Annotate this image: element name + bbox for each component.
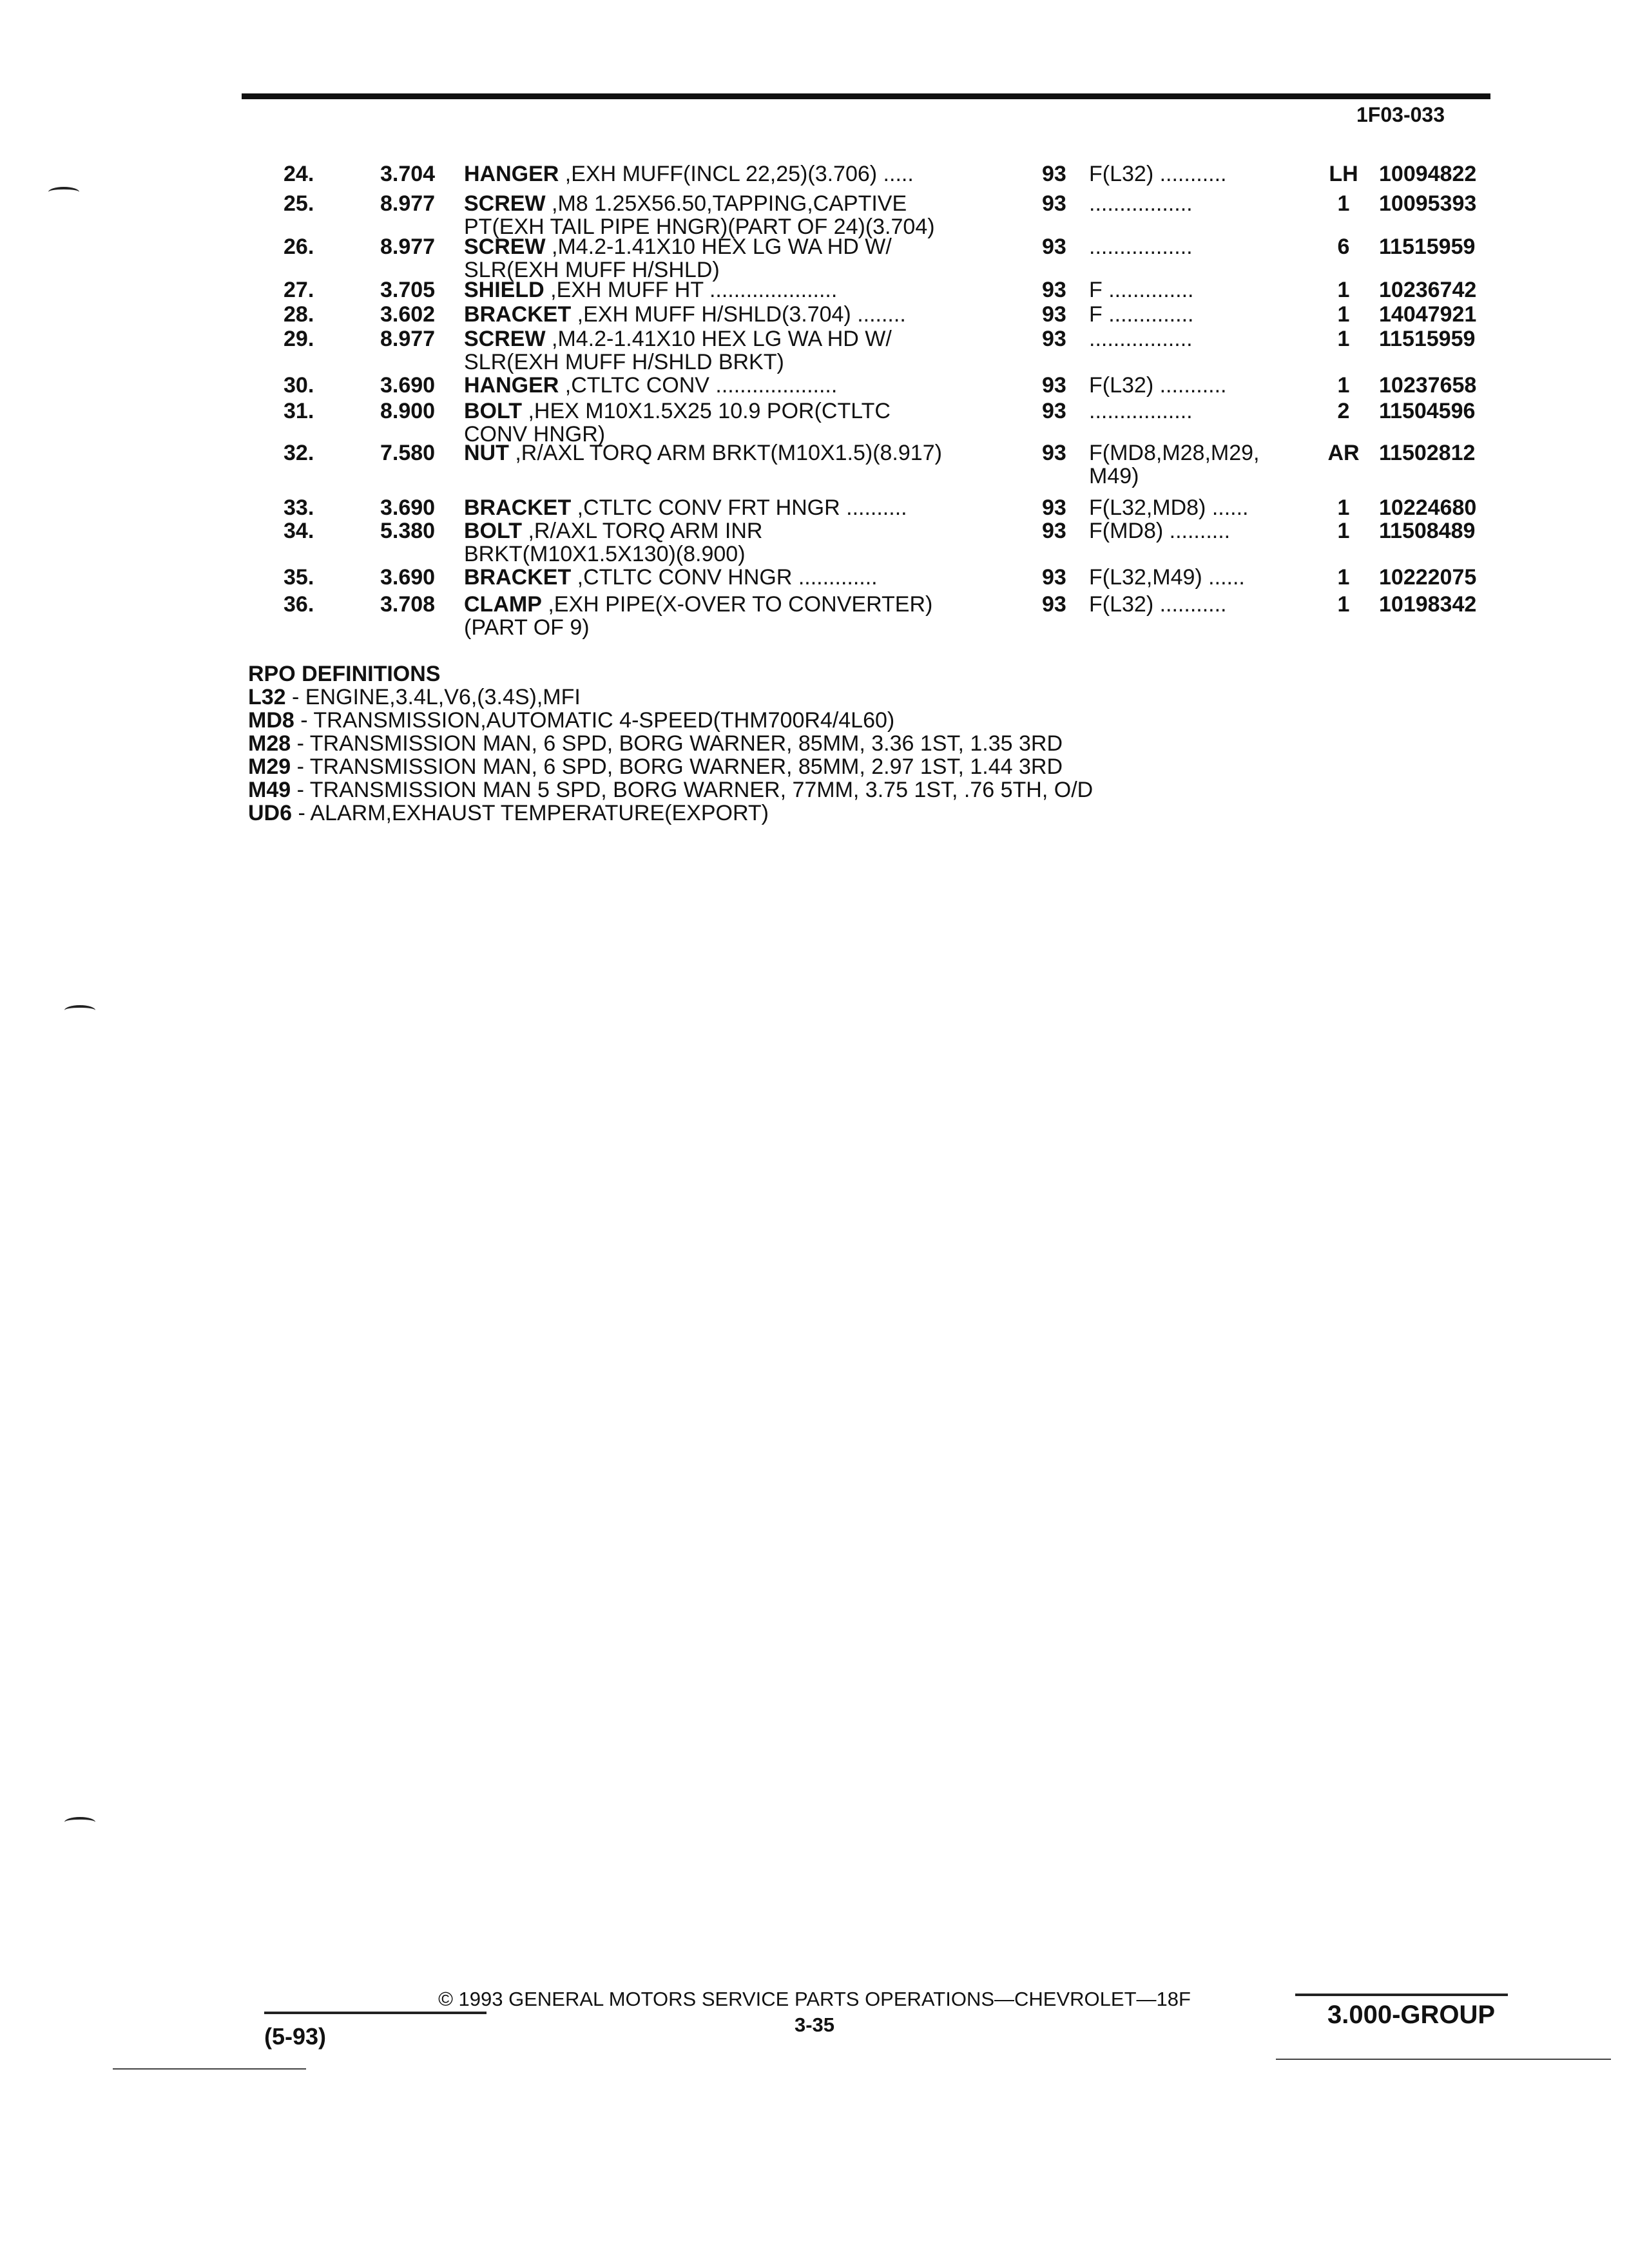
- part-name: BOLT: [464, 399, 523, 423]
- rpo-item: [248, 709, 1093, 732]
- part-group-number: 3.602: [380, 302, 436, 327]
- part-row: [0, 399, 1629, 447]
- page-code: 1F03-033: [1356, 103, 1445, 126]
- part-desc-continuation: SLR(EXH MUFF H/SHLD BRKT): [464, 350, 784, 374]
- part-year: 93: [1042, 373, 1066, 398]
- part-description: [464, 192, 1012, 238]
- part-name: BOLT: [464, 519, 523, 543]
- part-row: [0, 592, 1629, 640]
- part-name: CLAMP: [464, 592, 542, 617]
- part-desc-text: ,M4.2-1.41X10 HEX LG WA HD W/: [545, 327, 892, 351]
- part-index: 30.: [284, 373, 314, 398]
- part-desc-text: ,CTLTC CONV FRT HNGR ..........: [571, 495, 907, 520]
- footer-copyright: © 1993 GENERAL MOTORS SERVICE PARTS OPERATIONS—CHEVROLET—18F: [438, 1988, 1191, 2010]
- part-description: [464, 519, 1012, 566]
- part-desc-text: ,R/AXL TORQ ARM BRKT(M10X1.5)(8.917): [508, 441, 942, 465]
- part-desc-continuation: CONV HNGR): [464, 422, 606, 447]
- part-index: 24.: [284, 162, 314, 186]
- part-model-text: F ..............: [1089, 302, 1194, 327]
- part-model: [1089, 399, 1193, 423]
- part-row: [0, 519, 1629, 566]
- part-desc-text: ,R/AXL TORQ ARM INR: [522, 519, 763, 543]
- rpo-code: M28: [248, 731, 291, 756]
- rpo-item: [248, 755, 1093, 778]
- part-row: [0, 327, 1629, 374]
- part-number: 10236742: [1379, 278, 1477, 302]
- part-year: 93: [1042, 278, 1066, 302]
- part-desc-text: ,EXH MUFF HT .....................: [544, 278, 838, 302]
- part-model: [1089, 593, 1227, 616]
- rpo-heading: RPO DEFINITIONS: [248, 662, 441, 686]
- part-description: [464, 235, 1012, 282]
- part-group-number: 7.580: [380, 441, 436, 465]
- part-model: [1089, 278, 1193, 302]
- part-desc-text: ,EXH MUFF H/SHLD(3.704) ........: [571, 302, 906, 327]
- part-desc-continuation: BRKT(M10X1.5X130)(8.900): [464, 542, 746, 566]
- part-row: [0, 162, 1629, 188]
- part-model: [1089, 327, 1193, 351]
- part-number: 11502812: [1379, 441, 1476, 465]
- binder-hole-mark: [48, 187, 79, 197]
- parts-list: [0, 0, 1629, 677]
- part-name: BRACKET: [464, 495, 572, 520]
- part-year: 93: [1042, 235, 1066, 259]
- part-description: [464, 303, 1012, 326]
- part-model-text: F ..............: [1089, 278, 1194, 302]
- part-quantity: 1: [1337, 373, 1350, 398]
- scan-artifact-line: [1276, 2059, 1611, 2060]
- part-index: 34.: [284, 519, 314, 543]
- part-description: [464, 566, 1012, 589]
- part-group-number: 8.977: [380, 235, 436, 259]
- binder-hole-mark: [64, 1005, 95, 1015]
- rpo-text: - ALARM,EXHAUST TEMPERATURE(EXPORT): [292, 801, 769, 825]
- scan-artifact-line: [113, 2068, 306, 2070]
- part-model-text: F(L32,M49) ......: [1089, 565, 1245, 590]
- part-row: [0, 374, 1629, 399]
- footer-page-number: 3-35: [794, 2013, 835, 2036]
- part-model-text: F(MD8) ..........: [1089, 519, 1231, 543]
- part-desc-text: ,M8 1.25X56.50,TAPPING,CAPTIVE: [545, 191, 907, 216]
- rpo-code: L32: [248, 685, 286, 709]
- part-quantity: 1: [1337, 519, 1350, 543]
- part-desc-text: ,EXH PIPE(X-OVER TO CONVERTER): [541, 592, 933, 617]
- part-row: [0, 191, 1629, 239]
- part-index: 27.: [284, 278, 314, 302]
- part-model: [1089, 566, 1245, 589]
- rpo-code: MD8: [248, 708, 294, 733]
- part-description: [464, 278, 1012, 302]
- part-year: 93: [1042, 519, 1066, 543]
- rpo-text: - TRANSMISSION MAN, 6 SPD, BORG WARNER, 85MM, 3.36 1ST, 1.35 3RD: [291, 731, 1063, 756]
- part-row: [0, 278, 1629, 304]
- part-name: SCREW: [464, 235, 546, 259]
- part-model: [1089, 374, 1227, 397]
- rpo-code: M49: [248, 778, 291, 802]
- part-desc-continuation: SLR(EXH MUFF H/SHLD): [464, 258, 720, 282]
- part-index: 32.: [284, 441, 314, 465]
- part-model: [1089, 192, 1193, 215]
- part-year: 93: [1042, 565, 1066, 590]
- part-index: 36.: [284, 592, 314, 617]
- part-number: 14047921: [1379, 302, 1477, 327]
- part-year: 93: [1042, 191, 1066, 216]
- part-year: 93: [1042, 399, 1066, 423]
- part-index: 33.: [284, 495, 314, 520]
- part-index: 25.: [284, 191, 314, 216]
- part-model-text: .................: [1089, 235, 1193, 259]
- part-row: [0, 235, 1629, 282]
- part-group-number: 8.900: [380, 399, 436, 423]
- part-index: 26.: [284, 235, 314, 259]
- part-model-text: F(MD8,M28,M29,: [1089, 441, 1260, 465]
- part-quantity: 6: [1337, 235, 1350, 259]
- part-quantity: 1: [1337, 191, 1350, 216]
- part-number: 10198342: [1379, 592, 1477, 617]
- part-year: 93: [1042, 441, 1066, 465]
- binder-hole-mark: [64, 1817, 95, 1827]
- rpo-text: - TRANSMISSION,AUTOMATIC 4-SPEED(THM700R4/4L60): [294, 708, 895, 733]
- part-group-number: 3.690: [380, 495, 436, 520]
- part-number: 10095393: [1379, 191, 1477, 216]
- part-description: [464, 496, 1012, 519]
- part-group-number: 3.690: [380, 565, 436, 590]
- rpo-text: - ENGINE,3.4L,V6,(3.4S),MFI: [285, 685, 581, 709]
- rpo-item: [248, 802, 1093, 825]
- part-model: [1089, 162, 1227, 186]
- rpo-item: [248, 686, 1093, 709]
- part-quantity: 1: [1337, 592, 1350, 617]
- part-name: HANGER: [464, 373, 559, 398]
- part-index: 28.: [284, 302, 314, 327]
- part-year: 93: [1042, 592, 1066, 617]
- part-number: 10237658: [1379, 373, 1477, 398]
- part-model-text: .................: [1089, 327, 1193, 351]
- part-row: [0, 303, 1629, 329]
- part-desc-text: ,HEX M10X1.5X25 10.9 POR(CTLTC: [522, 399, 891, 423]
- part-desc-continuation: (PART OF 9): [464, 615, 590, 640]
- part-desc-text: ,CTLTC CONV HNGR .............: [571, 565, 878, 590]
- part-description: [464, 399, 1012, 446]
- part-model: [1089, 235, 1193, 258]
- part-index: 35.: [284, 565, 314, 590]
- part-quantity: 1: [1337, 495, 1350, 520]
- part-quantity: 1: [1337, 302, 1350, 327]
- part-description: [464, 593, 1012, 639]
- part-year: 93: [1042, 162, 1066, 186]
- part-number: 11504596: [1379, 399, 1476, 423]
- part-group-number: 5.380: [380, 519, 436, 543]
- part-group-number: 3.708: [380, 592, 436, 617]
- part-desc-continuation: PT(EXH TAIL PIPE HNGR)(PART OF 24)(3.704): [464, 215, 935, 239]
- part-name: NUT: [464, 441, 509, 465]
- rpo-text: - TRANSMISSION MAN 5 SPD, BORG WARNER, 77MM, 3.75 1ST, .76 5TH, O/D: [291, 778, 1094, 802]
- part-group-number: 3.690: [380, 373, 436, 398]
- part-model: [1089, 496, 1249, 519]
- part-model: [1089, 303, 1193, 326]
- part-row: [0, 496, 1629, 522]
- part-model-text: F(L32) ...........: [1089, 162, 1227, 186]
- footer-date-code: (5-93): [264, 2023, 327, 2050]
- part-description: [464, 441, 1012, 465]
- part-number: 11515959: [1379, 235, 1476, 259]
- part-quantity: 1: [1337, 327, 1350, 351]
- part-quantity: 1: [1337, 278, 1350, 302]
- part-row: [0, 441, 1629, 488]
- part-row: [0, 566, 1629, 591]
- part-number: 10094822: [1379, 162, 1477, 186]
- part-quantity: 1: [1337, 565, 1350, 590]
- part-year: 93: [1042, 302, 1066, 327]
- part-model-text: F(L32) ...........: [1089, 373, 1227, 398]
- part-number: 11515959: [1379, 327, 1476, 351]
- rpo-item: [248, 778, 1093, 802]
- part-name: BRACKET: [464, 302, 572, 327]
- part-model-text: .................: [1089, 399, 1193, 423]
- part-year: 93: [1042, 327, 1066, 351]
- part-description: [464, 374, 1012, 397]
- part-name: SCREW: [464, 327, 546, 351]
- part-model: [1089, 441, 1260, 488]
- part-group-number: 8.977: [380, 191, 436, 216]
- part-quantity: LH: [1329, 162, 1358, 186]
- rpo-code: M29: [248, 754, 291, 779]
- rpo-code: UD6: [248, 801, 293, 825]
- part-desc-text: ,CTLTC CONV ....................: [559, 373, 838, 398]
- part-model-text: F(L32) ...........: [1089, 592, 1227, 617]
- part-name: HANGER: [464, 162, 559, 186]
- rpo-list: [248, 686, 1093, 825]
- part-index: 31.: [284, 399, 314, 423]
- part-model-continuation: M49): [1089, 464, 1139, 488]
- part-group-number: 3.704: [380, 162, 436, 186]
- rpo-item: [248, 732, 1093, 755]
- part-model: [1089, 519, 1230, 543]
- part-number: 10224680: [1379, 495, 1477, 520]
- part-quantity: AR: [1327, 441, 1360, 465]
- part-description: [464, 162, 1012, 186]
- part-year: 93: [1042, 495, 1066, 520]
- part-model-text: F(L32,MD8) ......: [1089, 495, 1249, 520]
- part-description: [464, 327, 1012, 374]
- part-group-number: 3.705: [380, 278, 436, 302]
- part-group-number: 8.977: [380, 327, 436, 351]
- footer-group: 3.000-GROUP: [1327, 2001, 1496, 2029]
- rpo-definitions: [248, 662, 1093, 825]
- part-name: SCREW: [464, 191, 546, 216]
- part-desc-text: ,M4.2-1.41X10 HEX LG WA HD W/: [545, 235, 892, 259]
- part-number: 10222075: [1379, 565, 1477, 590]
- part-model-text: .................: [1089, 191, 1193, 216]
- part-name: SHIELD: [464, 278, 545, 302]
- part-index: 29.: [284, 327, 314, 351]
- part-number: 11508489: [1379, 519, 1476, 543]
- part-quantity: 2: [1337, 399, 1350, 423]
- part-desc-text: ,EXH MUFF(INCL 22,25)(3.706) .....: [559, 162, 914, 186]
- part-name: BRACKET: [464, 565, 572, 590]
- rpo-text: - TRANSMISSION MAN, 6 SPD, BORG WARNER, 85MM, 2.97 1ST, 1.44 3RD: [291, 754, 1063, 779]
